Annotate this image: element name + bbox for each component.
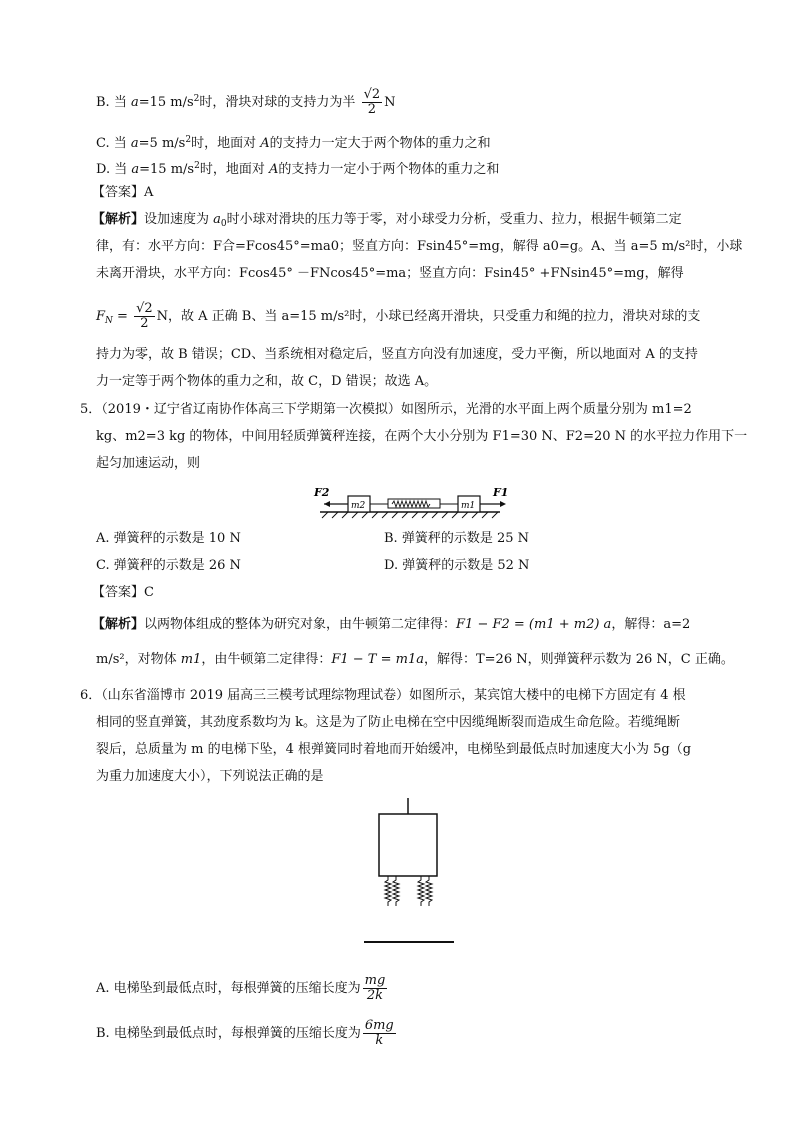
q4-option-d: D. 当 a=15 $m/s^2$时，地面对 A的支持力一定小于两个物体的重力之和 xyxy=(96,161,500,177)
q5-stem-line-1: 5．（2019・辽宁省辽南协作体高三下学期第一次模拟）如图所示，光滑的水平面上两个质量分别为 m1=2 xyxy=(80,402,692,417)
q6-option-a: A. 电梯坠到最低点时，每根弹簧的压缩长度为 $\frac{mg}{2k}$ xyxy=(96,973,386,1003)
label-F1: F1 xyxy=(493,486,509,499)
q5-stem-line-3: 起匀加速运动，则 xyxy=(96,456,201,471)
q5-answer: 【答案】C xyxy=(92,585,154,600)
q6-elevator-figure xyxy=(360,796,460,948)
q6-stem-line-4: 为重力加速度大小），下列说法正确的是 xyxy=(96,769,324,784)
q5-stem-line-2: kg、m2=3 kg 的物体，中间用轻质弹簧秤连接，在两个大小分别为 F1=30 N、F2=20 N 的水平拉力作用下一 xyxy=(96,429,748,444)
q4-explanation-line-2: 律，有：水平方向：F合=Fcos45°=ma0；竖直方向：Fsin45°=mg，解得 a0=g。A、当 a=5 m/s²时，小球 xyxy=(96,239,743,254)
q4-option-c: C. 当 a=5 $m/s^2$时，地面对 A的支持力一定大于两个物体的重力之和 xyxy=(96,135,491,151)
q6-stem-line-1: 6．（山东省淄博市 2019 届高三三模考试理综物理试卷）如图所示，某宾馆大楼中的电梯下方固定有 4 根 xyxy=(80,688,686,703)
q4-option-b: B. 当 a=15 $m/s^2$时，滑块对球的支持力为半 $\frac{√2}{2}$ N xyxy=(96,87,396,117)
q6-stem-line-2: 相同的竖直弹簧，其劲度系数均为 k。这是为了防止电梯在空中因缆绳断裂而造成生命危险。若缆绳断 xyxy=(96,715,681,730)
q5-option-a: A. 弹簧秤的示数是 10 N xyxy=(96,531,241,546)
q4-answer: 【答案】A xyxy=(92,185,154,200)
q5-option-b: B. 弹簧秤的示数是 25 N xyxy=(384,531,529,546)
label-F2: F2 xyxy=(314,486,330,499)
q5-option-d: D. 弹簧秤的示数是 52 N xyxy=(384,558,530,573)
q4-explanation-line-4: $F_N$ = $\frac{√2}{2}$ N，故 A 正确 B、当 a=15 m/s²时，小球已经离开滑块，只受重力和绳的拉力，滑块对球的支 xyxy=(96,301,701,331)
q4-explanation-line-3: 未离开滑块，水平方向：Fcos45° －FNcos45°=ma；竖直方向：Fsin45° +FNsin45°=mg，解得 xyxy=(96,266,684,281)
q6-stem-line-3: 裂后，总质量为 m 的电梯下坠，4 根弹簧同时着地而开始缓冲，电梯坠到最低点时加速度大小为 5g（g xyxy=(96,742,692,757)
q5-explanation-line-2: m/s²，对物体 m1，由牛顿第二定律得：F1 − T = m1a，解得：T=26 N，则弹簧秤示数为 26 N，C 正确。 xyxy=(96,652,734,667)
q5-spring-figure xyxy=(310,482,510,524)
compression-fraction-a: $\frac{mg}{2k}$ xyxy=(364,973,386,1003)
compression-fraction-b: $\frac{6mg}{k}$ xyxy=(364,1018,394,1048)
q5-explanation-line-1: 【解析】以两物体组成的整体为研究对象，由牛顿第二定律得：F1 − F2 = (m1 + m2) a，解得：a=2 xyxy=(92,617,691,632)
label-m2: m2 xyxy=(351,501,366,511)
q4-explanation-line-1: 【解析】设加速度为 $a_0$时小球对滑块的压力等于零，对小球受力分析，受重力、拉力，根据牛顿第二定 xyxy=(92,212,682,229)
ground-hatching xyxy=(322,512,498,518)
q4-explanation-line-6: 力一定等于两个物体的重力之和，故 C，D 错误；故选 A。 xyxy=(96,374,438,389)
support-force-fraction: $\frac{√2}{2}$ xyxy=(363,87,381,117)
springs xyxy=(385,876,432,906)
q4-explanation-line-5: 持力为零，故 B 错误；CD、当系统相对稳定后，竖直方向没有加速度，受力平衡，所以地面对 A 的支持 xyxy=(96,347,698,362)
normal-force-fraction: $\frac{√2}{2}$ xyxy=(136,301,153,331)
elevator-car xyxy=(379,814,437,876)
q6-option-b: B. 电梯坠到最低点时，每根弹簧的压缩长度为 $\frac{6mg}{k}$ xyxy=(96,1018,394,1048)
q5-option-c: C. 弹簧秤的示数是 26 N xyxy=(96,558,241,573)
label-m1: m1 xyxy=(461,501,476,511)
